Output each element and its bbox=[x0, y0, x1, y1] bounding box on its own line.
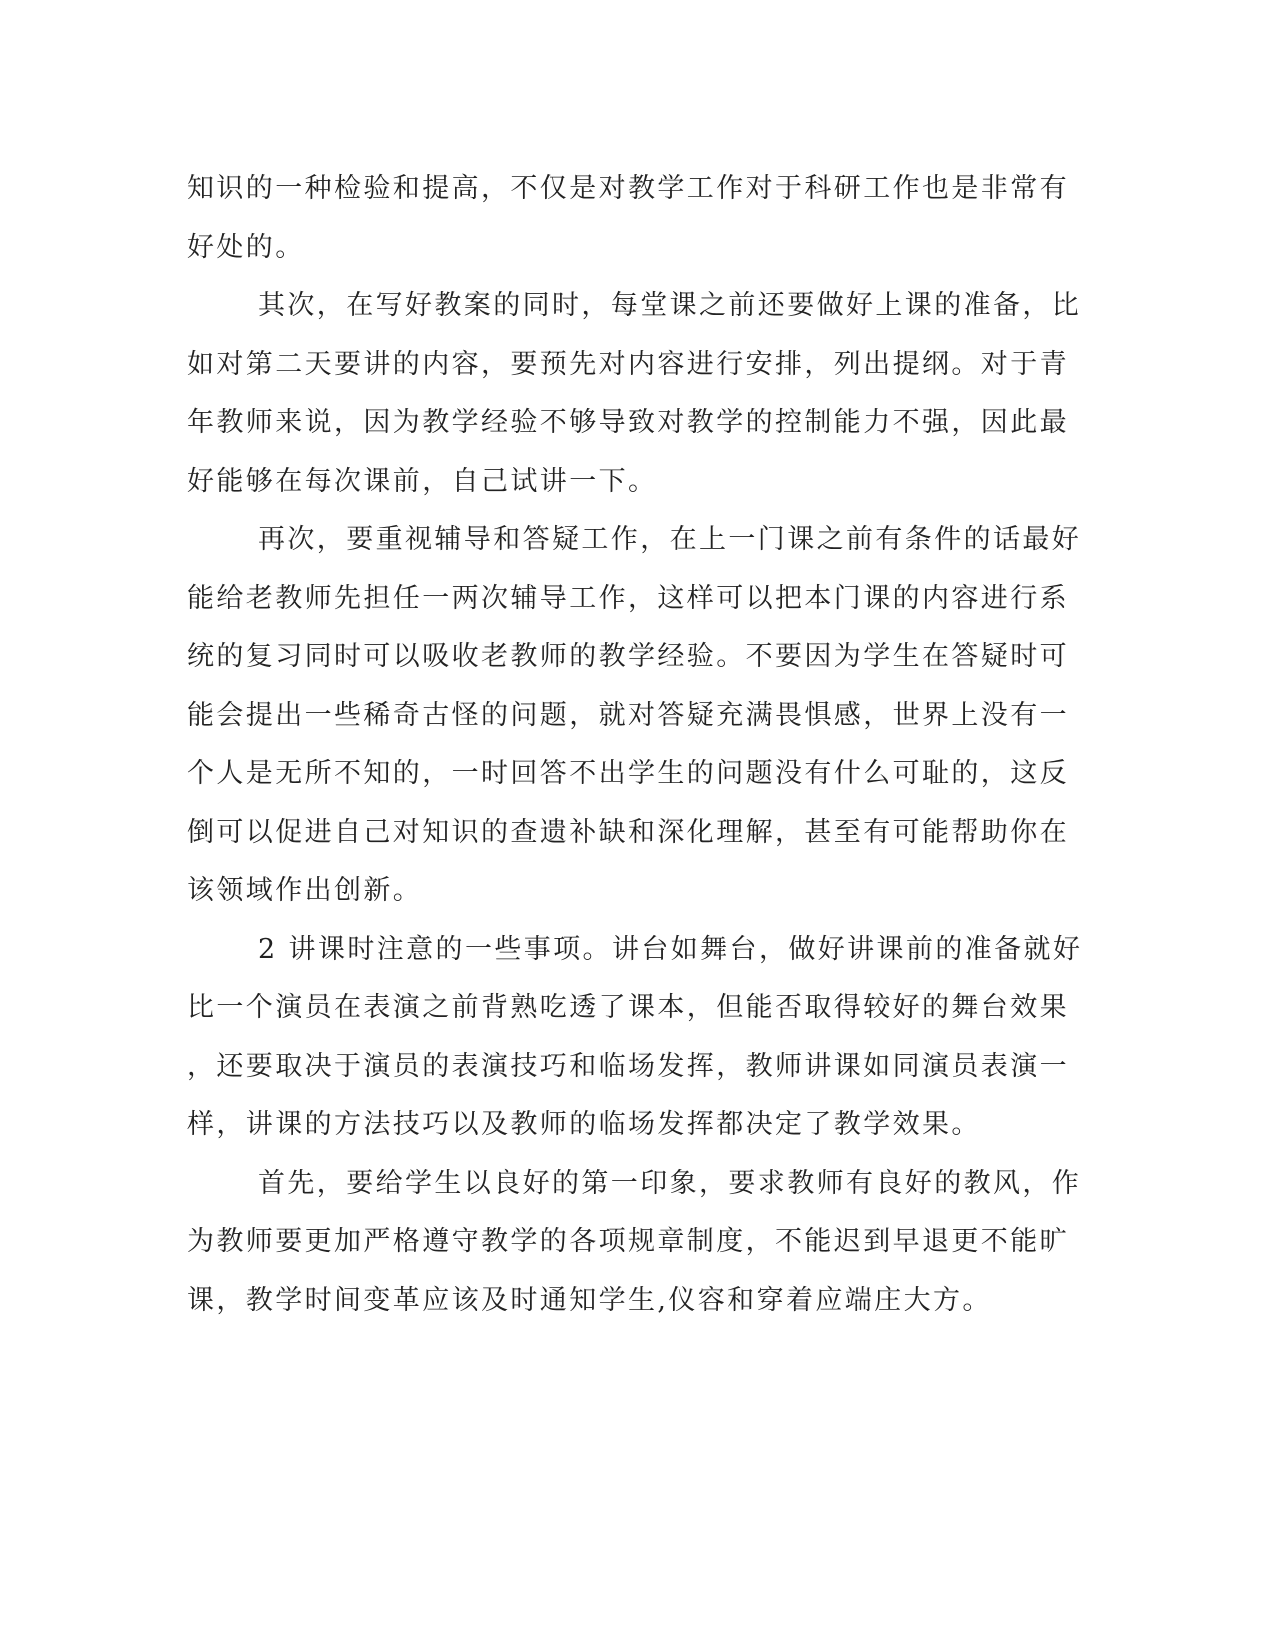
text-line: 该领域作出创新。 bbox=[187, 875, 423, 906]
text-line: 知识的一种检验和提高，不仅是对教学工作对于科研工作也是非常有 bbox=[187, 173, 1069, 204]
text-line: 课，教学时间变革应该及时通知学生,仪容和穿着应端庄大方。 bbox=[187, 1284, 992, 1316]
text-line: 样，讲课的方法技巧以及教师的临场发挥都决定了教学效果。 bbox=[187, 1109, 981, 1140]
paragraph-5 bbox=[187, 1155, 1082, 1331]
document-body bbox=[187, 160, 1083, 1330]
paragraph-2 bbox=[187, 277, 1082, 511]
paragraph-1 bbox=[187, 160, 1067, 277]
text-line: 统的复习同时可以吸收老教师的教学经验。不要因为学生在答疑时可 bbox=[187, 641, 1069, 672]
paragraph-3 bbox=[187, 511, 1082, 921]
text-line: ，还要取决于演员的表演技巧和临场发挥，教师讲课如同演员表演一 bbox=[187, 1050, 1069, 1082]
text-line: 年教师来说，因为教学经验不够导致对教学的控制能力不强，因此最 bbox=[187, 407, 1069, 438]
text-line: 比一个演员在表演之前背熟吃透了课本，但能否取得较好的舞台效果 bbox=[187, 992, 1069, 1023]
text-line: 能会提出一些稀奇古怪的问题，就对答疑充满畏惧感，世界上没有一 bbox=[187, 699, 1069, 731]
text-line: 为教师要更加严格遵守教学的各项规章制度，不能迟到早退更不能旷 bbox=[187, 1226, 1069, 1257]
text-line: 个人是无所不知的，一时回答不出学生的问题没有什么可耻的，这反 bbox=[187, 758, 1069, 789]
text-line: 2 讲课时注意的一些事项。讲台如舞台，做好讲课前的准备就好 bbox=[258, 933, 1083, 965]
text-line: 好处的。 bbox=[187, 231, 305, 263]
text-line: 好能够在每次课前，自己试讲一下。 bbox=[187, 465, 658, 497]
paragraph-4 bbox=[187, 921, 1083, 1155]
text-line: 其次，在写好教案的同时，每堂课之前还要做好上课的准备，比 bbox=[258, 290, 1082, 321]
text-line: 首先，要给学生以良好的第一印象，要求教师有良好的教风，作 bbox=[258, 1167, 1082, 1199]
text-line: 能给老教师先担任一两次辅导工作，这样可以把本门课的内容进行系 bbox=[187, 582, 1069, 614]
text-line: 倒可以促进自己对知识的查遗补缺和深化理解，甚至有可能帮助你在 bbox=[187, 816, 1069, 848]
text-line: 如对第二天要讲的内容，要预先对内容进行安排，列出提纲。对于青 bbox=[187, 348, 1069, 380]
text-line: 再次，要重视辅导和答疑工作，在上一门课之前有条件的话最好 bbox=[258, 524, 1082, 555]
